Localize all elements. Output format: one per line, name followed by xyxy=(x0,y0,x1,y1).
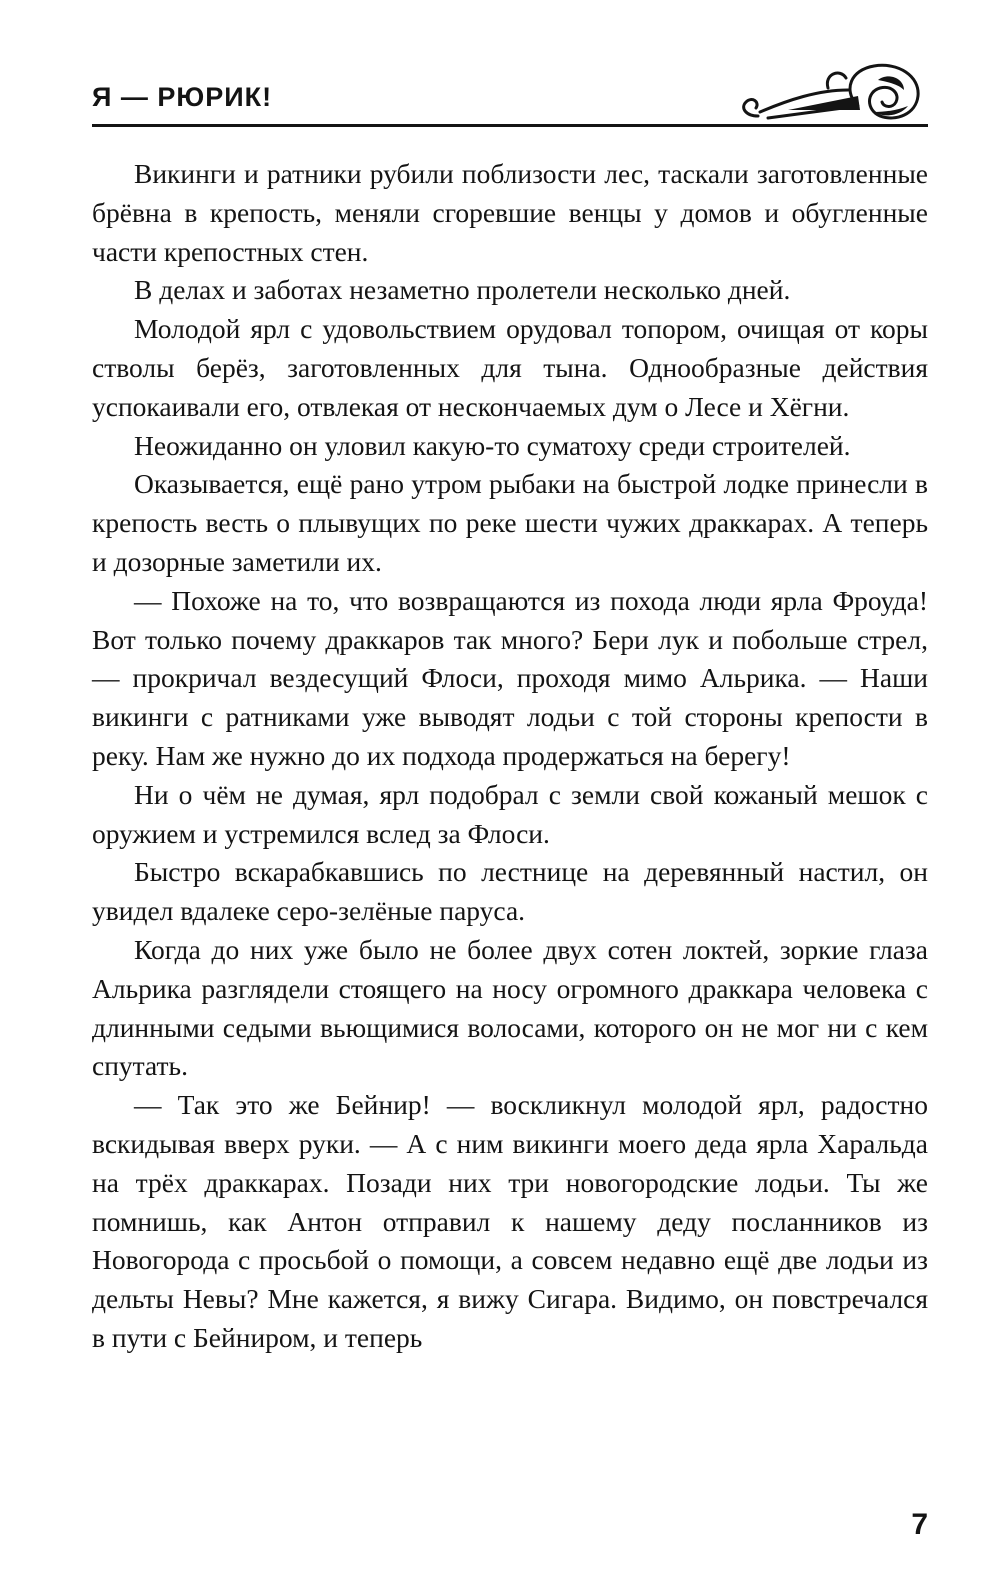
running-header-title: Я — РЮРИК! xyxy=(92,82,273,112)
paragraph: Оказывается, ещё рано утром рыбаки на быстрой лодке принесли в крепость весть о плывущих по реке шести чужих драккарах. А теперь и дозорные заметили их. xyxy=(92,468,928,577)
page-number: 7 xyxy=(911,1508,928,1541)
paragraph: Ни о чём не думая, ярл подобрал с земли свой кожаный мешок с оружием и устремился вслед за Флоси. xyxy=(92,778,928,849)
paragraph: Молодой ярл с удовольствием орудовал топором, очищая от коры стволы берёз, заготовленных для тына. Однообразные действия успокаивали его, отвлекая от нескончаемых дум о Лесе и Хёгни. xyxy=(92,313,928,422)
running-header xyxy=(92,60,928,130)
paragraph: Неожиданно он уловил какую-то суматоху среди строителей. xyxy=(134,429,851,461)
body-text xyxy=(92,155,928,1358)
paragraph: — Похоже на то, что возвращаются из похода люди ярла Фроуда! Вот только почему драккаров так много? Бери лук и побольше стрел, — прокричал вездесущий Флоси, проходя мимо Альрика. — Наши викинги с ратниками уже выводят лодьи с той стороны крепости в реку. Нам же нужно до их подхода продержаться на берегу! xyxy=(92,584,928,771)
paragraph: В делах и заботах незаметно пролетели несколько дней. xyxy=(134,274,791,306)
paragraph: Викинги и ратники рубили поблизости лес, таскали заготовленные брёвна в крепость, меняли сгоревшие венцы у домов и обугленные части крепостных стен. xyxy=(92,158,928,267)
paragraph: Быстро вскарабкавшись по лестнице на деревянный настил, он увидел вдалеке серо-зелёные паруса. xyxy=(92,856,928,927)
header-rule xyxy=(92,124,928,127)
paragraph: Когда до них уже было не более двух сотен локтей, зоркие глаза Альрика разглядели стоящего на носу огромного драккара человека с длинными седыми вьющимися волосами, которого он не мог ни с кем спутать. xyxy=(92,933,928,1082)
paragraph: — Так это же Бейнир! — воскликнул молодой ярл, радостно вскидывая вверх руки. — А с ним викинги моего деда ярла Харальда на трёх драккарах. Позади них три новогородские лодьи. Ты же помнишь, как Антон отправил к нашему деду посланников из Новогорода с просьбой о помощи, а совсем недавно ещё две лодьи из дельты Невы? Мне кажется, я вижу Сигара. Видимо, он повстречался в пути с Бейниром, и теперь xyxy=(92,1089,928,1353)
scroll-ornament-icon xyxy=(728,60,928,126)
